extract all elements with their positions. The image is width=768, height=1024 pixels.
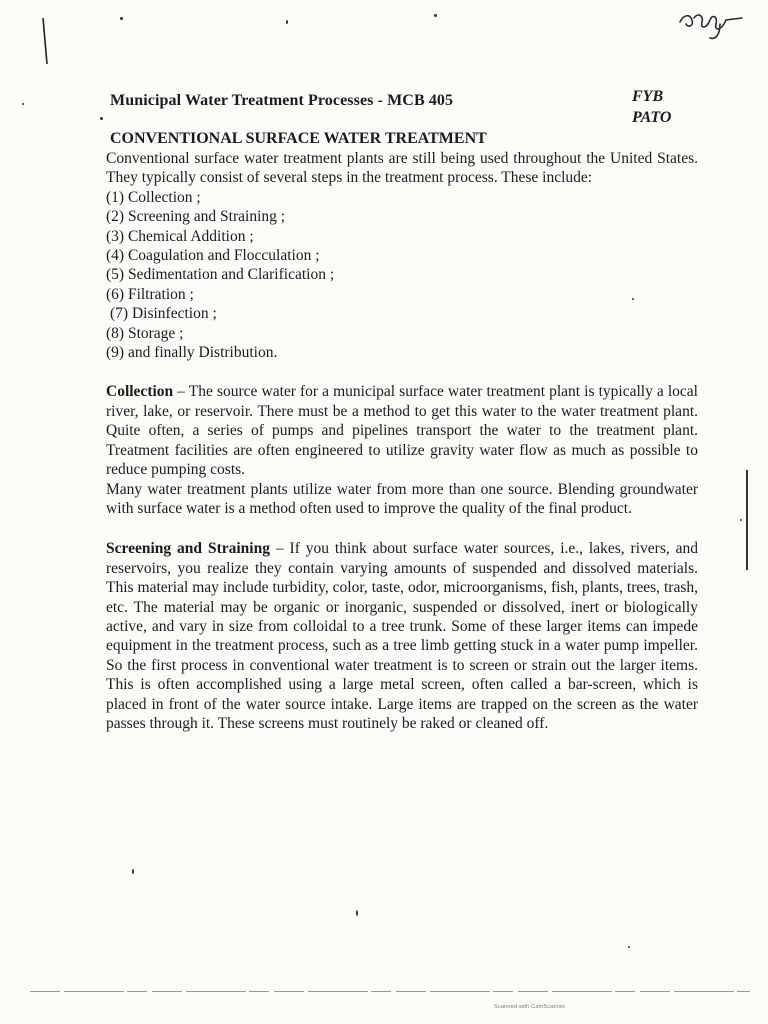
scan-speck (286, 20, 288, 24)
collection-paragraph (106, 382, 698, 479)
header-tags (632, 86, 671, 128)
list-item: (5) Sedimentation and Clarification ; (106, 266, 335, 284)
scan-speck (120, 17, 123, 20)
section-heading: CONVENTIONAL SURFACE WATER TREATMENT (110, 130, 487, 147)
course-title: Municipal Water Treatment Processes - MCB 405 (110, 92, 454, 109)
screening-term: Screening and Straining (106, 540, 270, 558)
treatment-steps-list (106, 188, 698, 363)
list-item: (7) Disinfection ; (110, 305, 217, 323)
screening-text: If you think about surface water sources, i.e., lakes, rivers, and reservoirs, you realize they contain varying amounts of suspended and dissolved materials. This material may include turbidity, color, taste, odor, microorganisms, fish, plants, trees, trash, etc. The material may be organic or inorganic, suspended or dissolved, inert or biologically active, and vary in size from colloidal to a tree trunk. Some of these larger items can impede equipment in the treatment process, such as a tree limb getting stuck in a water pump impeller. So the first process in conventional water treatment is to screen or strain out the larger items. This is often accomplished using a large metal screen, often called a bar-screen, which is placed in front of the water source intake. Large items are trapped on the screen as the water passes through it. These screens must routinely be raked or cleaned off. (106, 540, 699, 732)
list-item: (2) Screening and Straining ; (106, 208, 286, 226)
scanner-footer: Scanned with CamScanner (494, 1004, 566, 1010)
list-item: (8) Storage ; (106, 324, 184, 342)
scan-speck (132, 869, 134, 874)
collection-paragraph-2: Many water treatment plants utilize water from more than one source. Blending groundwater with surface water is a method often used to improve the quality of the final product. (106, 480, 698, 517)
scan-speck (740, 519, 742, 521)
collection-text: The source water for a municipal surface water treatment plant is typically a local river, lake, or reservoir. There must be a method to get this water to the water treatment plant. Quite often, a series of pumps and pipelines transport the water to the treatment plant. Treatment facilities are often engineered to utilize gravity water flow as much as possible to reduce pumping costs. (106, 383, 698, 479)
screening-paragraph (106, 539, 698, 733)
list-item: (4) Coagulation and Flocculation ; (106, 247, 320, 265)
tag-pato: PATO (632, 109, 672, 126)
list-item: (6) Filtration ; (106, 285, 194, 303)
scan-margin-mark-icon (41, 16, 51, 66)
intro-paragraph: Conventional surface water treatment plants are still being used throughout the United States. They typically consist of several steps in the treatment process. These include: (106, 150, 698, 187)
list-item: (9) and finally Distribution. (106, 344, 278, 362)
scan-speck (356, 910, 358, 916)
dash: – (269, 540, 290, 558)
scan-speck (434, 14, 437, 17)
scan-speck (22, 103, 24, 105)
handwritten-signature-icon (676, 8, 746, 44)
collection-term: Collection (106, 383, 174, 401)
list-item: (3) Chemical Addition ; (106, 227, 254, 245)
scan-speck (628, 946, 630, 948)
scan-bottom-edge (30, 990, 750, 993)
document-body (106, 149, 698, 733)
tag-fyb: FYB (632, 88, 664, 105)
list-item: (1) Collection ; (106, 188, 201, 206)
scan-edge-mark-icon (744, 470, 750, 570)
dash: – (173, 383, 189, 401)
scan-speck (100, 117, 103, 120)
